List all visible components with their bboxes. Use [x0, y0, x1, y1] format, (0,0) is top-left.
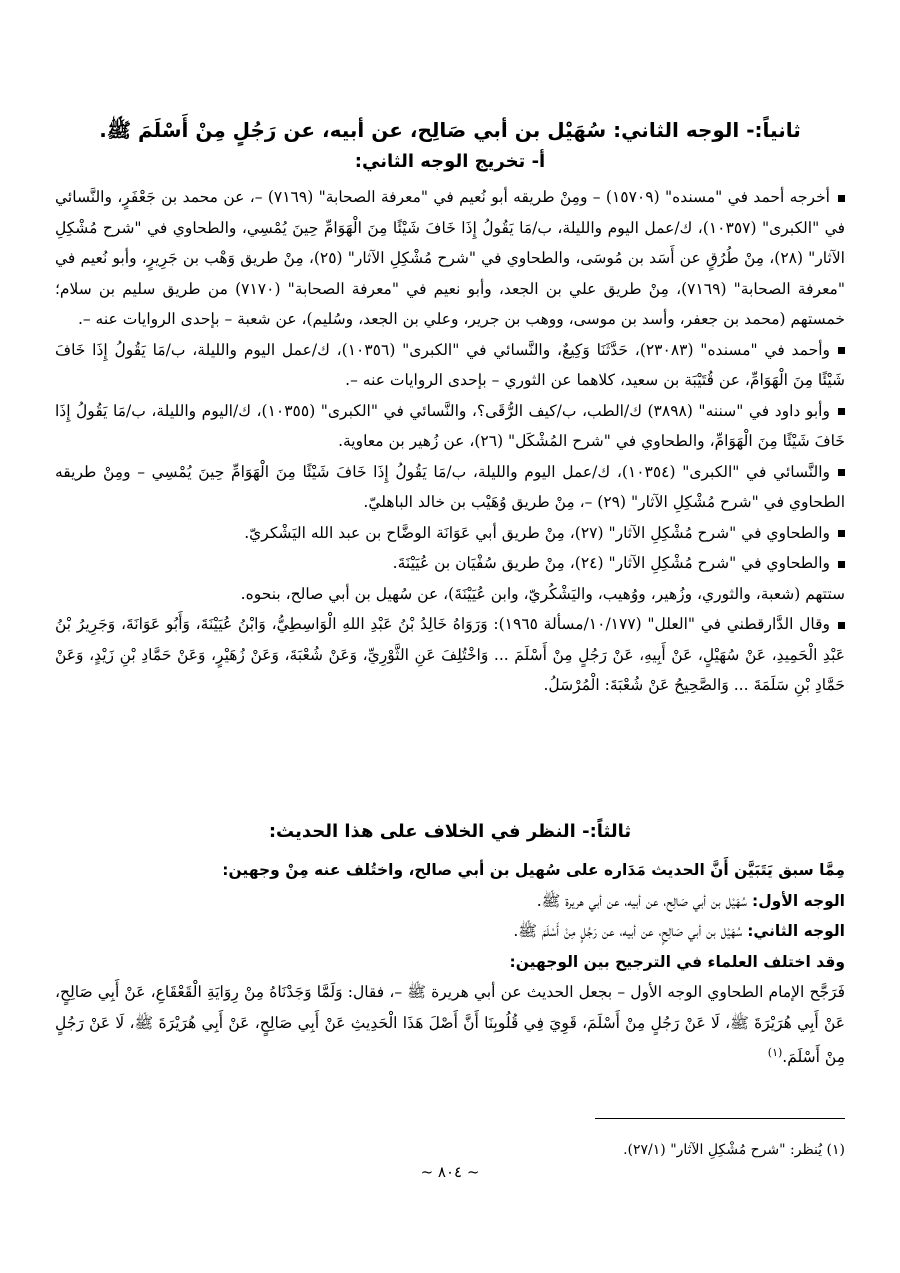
footnote-marker: (١): [767, 1046, 783, 1059]
footnote: (١) يُنظر: "شرح مُشْكِلِ الآثار" (٢٧/١).: [623, 1142, 845, 1158]
intro-paragraph: مِمَّا سبق يَتَبَيَّن أَنَّ الحديث مَدَاره على سُهيل بن أبي صالح، واختُلف عنه مِنْ وجهين:: [222, 861, 845, 879]
tahawi-paragraph: فَرَجَّح الإمام الطحاوي الوجه الأول – بجعل الحديث عن أبي هريرة ﷺ –، فقال: وَلَمَّا وَجَدْنَاهُ مِنْ رِوَايَةِ الْقَعْقَاعِ، عَنْ أَبِي صَالِحٍ، عَنْ أَبِي هُرَيْرَةَ ﷺ، لَا عَنْ رَجُلٍ مِنْ أَسْلَمَ، قَوِيَ فِي قُلُوبِنَا أَنَّ أَصْلَ هَذَا الْحَدِيثِ عَنْ أَبِي صَالِحٍ، عَنْ أَبِي هُرَيْرَةَ ﷺ، لَا عَنْ رَجُلٍ مِنْ أَسْلَمَ.$^{(١)}$: [55, 983, 845, 1067]
bullet-square-icon: [838, 347, 845, 354]
takhrij-body: [55, 182, 845, 701]
section-heading-second-face: ثانياً:- الوجه الثاني: سُهَيْل بن أبي صَالِح، عن أبيه، عن رَجُلٍ مِنْ أَسْلَمَ ﷺ.: [99, 118, 801, 142]
face-two-line: الوجه الثاني: سُهَيْل بن أبي صَالِحٍ، عن أبيه، عن رَجُلٍ مِنْ أَسْلَمَ ﷺ.: [513, 922, 845, 940]
takhrij-paragraph: والنَّسائي في "الكبرى" (١٠٣٥٤)، ك/عمل اليوم والليلة، ب/مَا يَقُولُ إِذَا خَافَ شَيْئًا مِنَ الْهَوَامِّ حِينَ يُمْسِي – ومِنْ طريقه الطحاوي في "شرح مُشْكِلِ الآثار" (٢٩) –، مِنْ طريق وُهَيْب بن خالد الباهليّ.: [55, 462, 845, 511]
bullet-square-icon: [838, 530, 845, 537]
takhrij-paragraph: وأحمد في "مسنده" (٢٣٠٨٣)، حَدَّثَنَا وَكِيعٌ، والنَّسائي في "الكبرى" (١٠٣٥٦)، ك/عمل اليوم والليلة، ب/مَا يَقُولُ إِذَا خَافَ شَيْئًا مِنَ الْهَوَامِّ، عن قُتَيْبَة بن سعيد، كلاهما عن الثوري – بإحدى الروايات عنه –.: [55, 340, 845, 389]
examination-body: [55, 855, 845, 1073]
bullet-square-icon: [838, 408, 845, 415]
summary-paragraph: ستتهم (شعبة، والثوري، وزُهير، ووُهيب، واليَشْكُريّ، وابن عُيَيْنَةَ)، عن سُهيل بن أبي صالح، بنحوه.: [240, 584, 845, 603]
takhrij-paragraph: أخرجه أحمد في "مسنده" (١٥٧٠٩) – ومِنْ طريقه أبو نُعيم في "معرفة الصحابة" (٧١٦٩) –، عن محمد بن جَعْفَرٍ، والنَّسائي في "الكبرى" (١٠٣٥٧)، ك/عمل اليوم والليلة، ب/مَا يَقُولُ إِذَا خَافَ شَيْئًا مِنَ الْهَوَامِّ حِينَ يُمْسِي، والطحاوي في "شرح مُشْكِلِ الآثار" (٢٨)، مِنْ طُرُقٍ عن أَسَد بن مُوسَى، والطحاوي في "شرح مُشْكِلِ الآثار" (٢٥)، مِنْ طريق وَهْب بن جَرِيرٍ، وأبو نُعيم في "معرفة الصحابة" (٧١٦٩)، مِنْ طريق علي بن الجعد، وأبو نعيم في "معرفة الصحابة" (٧١٧٠) من طريق سليم بن سلام؛ خمستهم (محمد بن جعفر، وأسد بن موسى، ووهب بن جرير، وعلي بن الجعد، وسُليم)، عن شعبة – بإحدى الروايات عنه –.: [55, 188, 845, 328]
footnote-divider: [595, 1118, 845, 1119]
page-number: ~ ٨٠٤ ~: [420, 1163, 480, 1181]
bullet-square-icon: [838, 561, 845, 568]
takhrij-paragraph: والطحاوي في "شرح مُشْكِلِ الآثار" (٢٤)، مِنْ طريق سُفْيَان بن عُيَيْنَةَ.: [55, 548, 845, 579]
bullet-square-icon: [838, 469, 845, 476]
section-heading-examination: ثالثاً:- النظر في الخلاف على هذا الحديث:: [268, 821, 632, 842]
scholars-difference-heading: وقد اختلف العلماء في الترجيح بين الوجهين:: [509, 952, 845, 971]
takhrij-paragraph: والطحاوي في "شرح مُشْكِلِ الآثار" (٢٧)، مِنْ طريق أبي عَوَانَة الوضَّاح بن عبد الله اليَشْكريّ.: [55, 518, 845, 549]
daraqutni-paragraph: وقال الدَّارقطني في "العلل" (١٠/١٧٧/مسألة ١٩٦٥): وَرَوَاهُ خَالِدُ بْنُ عَبْدِ اللهِ الْوَاسِطِيُّ، وَابْنُ عُيَيْنَةَ، وَأَبُو عَوَانَةَ، وَجَرِيرُ بْنُ عَبْدِ الْحَمِيدِ، عَنْ سُهَيْلٍ، عَنْ أَبِيهِ، عَنْ رَجُلٍ مِنْ أَسْلَمَ ... وَاخْتُلِفَ عَنِ الثَّوْرِيِّ، وَعَنْ شُعْبَةَ، وَعَنْ زُهَيْرٍ، وَعَنْ حَمَّادِ بْنِ زَيْدٍ، وَعَنْ حَمَّادِ بْنِ سَلَمَةَ ... وَالصَّحِيحُ عَنْ شُعْبَةَ: الْمُرْسَلُ.: [55, 615, 845, 694]
bullet-square-icon: [838, 195, 845, 202]
subheading-takhrij: أ- تخريج الوجه الثاني:: [354, 151, 546, 172]
face-one-line: الوجه الأول: سُهَيْل بن أبي صَالِح، عن أبيه، عن أبي هريرة ﷺ.: [536, 891, 845, 910]
bullet-square-icon: [838, 622, 845, 629]
takhrij-paragraph: وأبو داود في "سننه" (٣٨٩٨) ك/الطب، ب/كيف الرُّقَى؟، والنَّسائي في "الكبرى" (١٠٣٥٥)، ك/اليوم والليلة، ب/مَا يَقُولُ إِذَا خَافَ شَيْئًا مِنَ الْهَوَامِّ، والطحاوي في "شرح المُشْكَل" (٢٦)، عن زُهير بن معاوية.: [55, 401, 845, 450]
